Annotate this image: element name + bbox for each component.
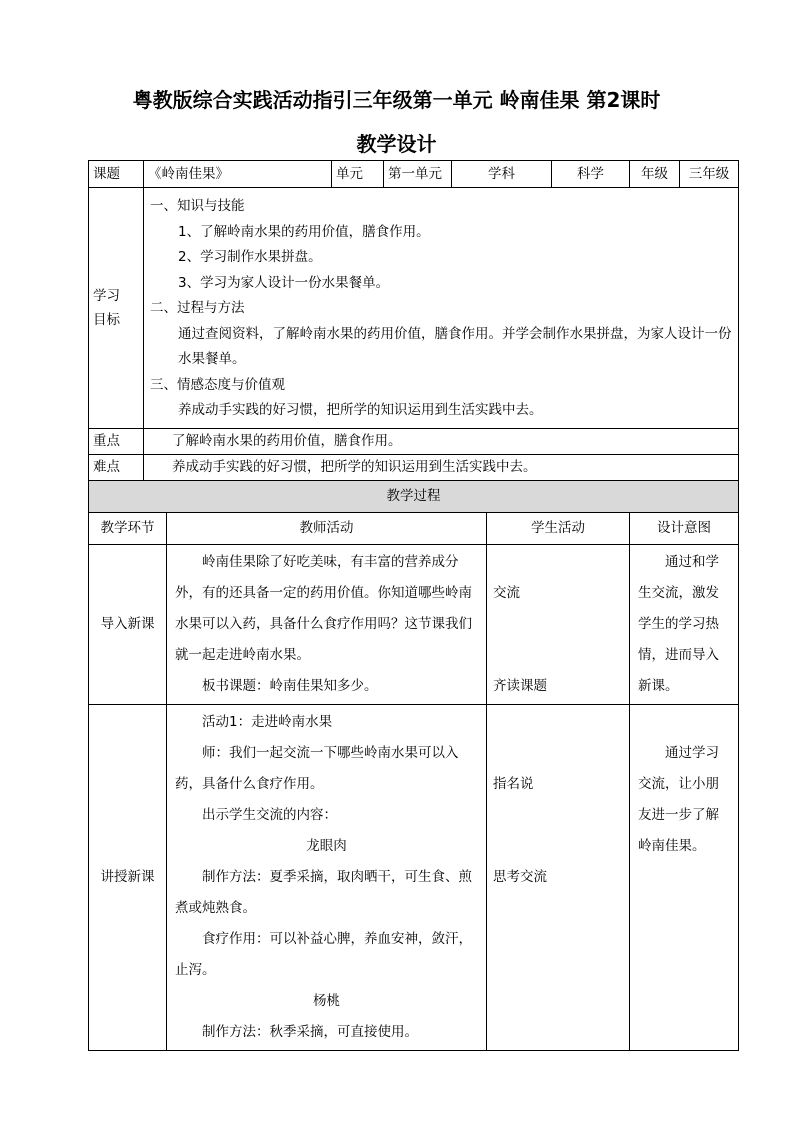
difficulty-label: 难点 — [89, 454, 144, 480]
lecture-row — [89, 704, 739, 1050]
col-header-student: 学生活动 — [487, 512, 630, 544]
lecture-intent: 通过学习交流，让小朋友进一步了解岭南佳果。 — [630, 704, 739, 1050]
objective-item: 2、学习制作水果拼盘。 — [178, 249, 322, 265]
difficulty-value: 养成动手实践的好习惯，把所学的知识运用到生活实践中去。 — [144, 454, 739, 480]
process-title: 教学过程 — [89, 480, 739, 512]
objective-item: 通过查阅资料，了解岭南水果的药用价值，膳食作用。并学会制作水果拼盘，为家人设计一份水果餐单。 — [178, 325, 732, 367]
header-row — [89, 161, 739, 188]
topic-label: 课题 — [89, 161, 144, 188]
subject-label: 学科 — [452, 161, 552, 188]
intro-student: 交流 齐读课题 — [487, 544, 630, 704]
lesson-plan-table — [88, 160, 739, 1051]
objective-item: 3、学习为家人设计一份水果餐单。 — [178, 274, 390, 291]
objectives-row — [89, 188, 739, 429]
col-header-stage: 教学环节 — [89, 512, 167, 544]
document-subtitle: 教学设计 — [356, 132, 437, 156]
intro-teacher: 岭南佳果除了好吃美味，有丰富的营养成分外，有的还具备一定的药用价值。你知道哪些岭南水果可以入药，具备什么食疗作用吗？这节课我们就一起走进岭南水果。 板书课题：岭南佳果知多少。 — [167, 544, 487, 704]
unit-value: 第一单元 — [384, 161, 452, 188]
key-point-row — [89, 428, 739, 454]
topic-value: 《岭南佳果》 — [144, 161, 332, 188]
unit-label: 单元 — [332, 161, 384, 188]
lecture-teacher: 活动1：走进岭南水果 师：我们一起交流一下哪些岭南水果可以入药，具备什么食疗作用。 出示学生交流的内容： 龙眼肉 制作方法：夏季采摘，取肉晒干，可生食、煎煮或炖熟食。 食疗作用：可以补益心脾，养血安神，敛汗，止泻。 杨桃 制作方法：秋季采摘，可直接使用。 — [167, 704, 487, 1050]
objective-heading: 二、过程与方法 — [150, 300, 245, 316]
key-point-label: 重点 — [89, 428, 144, 454]
objective-heading: 三、情感态度与价值观 — [150, 376, 285, 393]
col-header-intent: 设计意图 — [630, 512, 739, 544]
grade-label: 年级 — [630, 161, 680, 188]
intro-intent: 通过和学生交流，激发学生的学习热情，进而导入新课。 — [630, 544, 739, 704]
process-header-row — [89, 512, 739, 544]
process-title-row — [89, 480, 739, 512]
objective-item: 1、了解岭南水果的药用价值，膳食作用。 — [178, 223, 430, 240]
objective-item: 养成动手实践的好习惯，把所学的知识运用到生活实践中去。 — [178, 402, 543, 418]
col-header-teacher: 教师活动 — [167, 512, 487, 544]
document-title: 粤教版综合实践活动指引三年级第一单元 岭南佳果 第2课时 — [132, 88, 661, 112]
intro-row — [89, 544, 739, 704]
objectives-content — [144, 188, 739, 429]
objective-heading: 一、知识与技能 — [150, 198, 245, 214]
key-point-value: 了解岭南水果的药用价值，膳食作用。 — [144, 428, 739, 454]
lecture-stage: 讲授新课 — [89, 704, 167, 1050]
objectives-label: 学习 目标 — [89, 188, 144, 429]
intro-stage: 导入新课 — [89, 544, 167, 704]
difficulty-row — [89, 454, 739, 480]
subject-value: 科学 — [552, 161, 630, 188]
lecture-student: 指名说 思考交流 — [487, 704, 630, 1050]
grade-value: 三年级 — [680, 161, 739, 188]
